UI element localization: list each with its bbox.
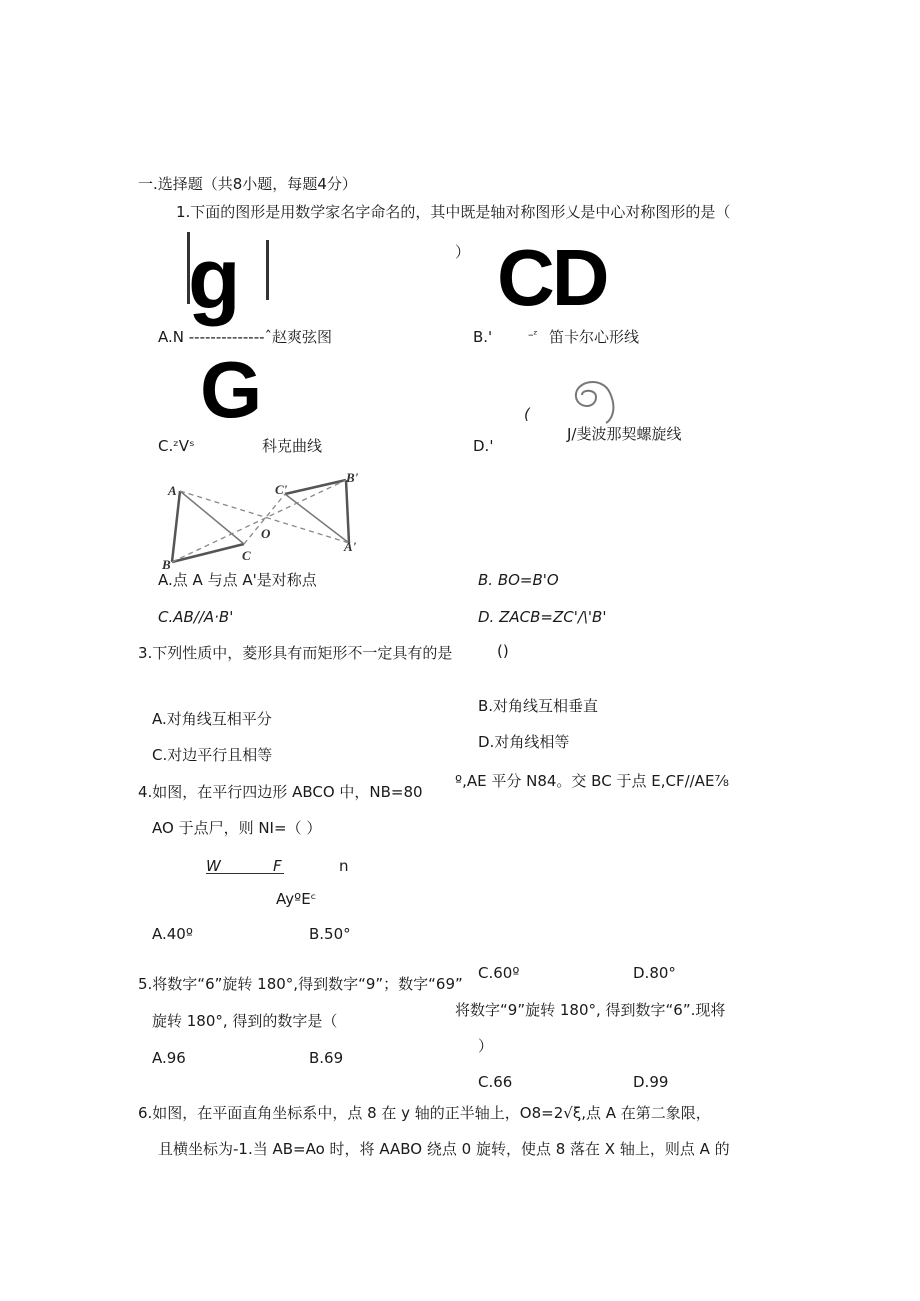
- q5-option-c[interactable]: C.66: [478, 1073, 513, 1091]
- q2-option-c[interactable]: C.AB//A·B': [158, 608, 234, 626]
- q4-figure-bottom-labels: AyºEᶜ: [276, 890, 317, 908]
- q1-option-c[interactable]: C.ᶻVˢ: [158, 437, 195, 455]
- q1-option-a[interactable]: A.N --------------ˆ赵爽弦图: [158, 328, 333, 346]
- q3-option-b[interactable]: B.对角线互相垂直: [478, 697, 599, 715]
- q1-option-b[interactable]: B.': [473, 328, 493, 346]
- q4-figure-label-n: n: [339, 857, 349, 875]
- q6-line1: 6.如图，在平面直角坐标系中，点 8 在 y 轴的正半轴上，O8=2√ξ,点 A 在第二象限，: [138, 1104, 711, 1122]
- q2-label-c: C: [242, 548, 251, 563]
- q1-option-c-label: 科克曲线: [262, 437, 323, 455]
- q2-label-b: B: [162, 557, 171, 572]
- q3-stem: 3.下列性质中，菱形具有而矩形不一定具有的是: [138, 644, 453, 662]
- q2-option-a[interactable]: A.点 A 与点 A'是对称点: [158, 571, 317, 589]
- q1-stem: 1.下面的图形是用数学家名字命名的，其中既是轴对称图形乂是中心对称图形的是（: [176, 203, 731, 221]
- q2-label-o: O: [261, 526, 271, 541]
- q4-option-b[interactable]: B.50°: [309, 925, 351, 943]
- q2-label-a-prime: A': [344, 539, 357, 554]
- q3-option-c[interactable]: C.对边平行且相等: [152, 746, 273, 764]
- q4-option-a[interactable]: A.40º: [152, 925, 193, 943]
- q1-option-d-label: J/斐波那契螺旋线: [567, 425, 682, 443]
- q1-option-d[interactable]: D.': [473, 437, 494, 455]
- q4-option-c[interactable]: C.60º: [478, 964, 520, 982]
- q2-option-d[interactable]: D. ZACB=ZC'/\'B': [478, 608, 607, 626]
- q5-paren-close: ）: [478, 1037, 494, 1055]
- q4-option-d[interactable]: D.80°: [633, 964, 676, 982]
- q5-stem-left: 5.将数字“6”旋转 180°,得到数字“9”；数字“69”: [138, 975, 463, 993]
- q1-figure-d-spiral: [520, 365, 630, 425]
- q3-option-d[interactable]: D.对角线相等: [478, 733, 570, 751]
- q3-paren: (): [497, 642, 509, 660]
- q1-option-b-mark: –ᶻ: [528, 328, 538, 341]
- q2-label-c-prime: C': [275, 482, 288, 497]
- q4-stem-right: º,AE 平分 N84。交 BC 于点 E,CF//AE⅞: [455, 772, 729, 790]
- q1-figure-c-glyph: G: [200, 345, 263, 434]
- q2-figure: [158, 466, 378, 576]
- q5-stem-line2: 旋转 180°, 得到的数字是（: [152, 1012, 338, 1030]
- q1-figure-a-glyph: g: [188, 231, 241, 327]
- q1-option-b-label: 笛卡尔心形线: [549, 328, 640, 346]
- q5-option-d[interactable]: D.99: [633, 1073, 669, 1091]
- q2-label-b-prime: B': [346, 470, 359, 485]
- q5-stem-right: 将数字“9”旋转 180°, 得到数字“6”.现将: [455, 1001, 726, 1019]
- q5-option-a[interactable]: A.96: [152, 1049, 186, 1067]
- q5-option-b[interactable]: B.69: [309, 1049, 344, 1067]
- q6-line2: 且横坐标为-1.当 AB=Ao 时，将 AABO 绕点 0 旋转，使点 8 落在 X 轴上，则点 A 的: [158, 1140, 730, 1158]
- q4-stem-line2: AO 于点尸，则 NI=（ ）: [152, 819, 322, 837]
- q2-option-b[interactable]: B. BO=B'O: [478, 571, 559, 589]
- q4-stem-left: 4.如图，在平行四边形 ABCO 中，NB=80: [138, 783, 423, 801]
- q1-paren-close: ）: [455, 243, 471, 261]
- q1-figure-a-bar-right: [266, 240, 269, 300]
- q4-figure-label-f: F: [273, 857, 282, 875]
- section-title: 一.选择题（共8小题，每题4分）: [138, 175, 357, 193]
- q1-figure-d-mark: (: [524, 405, 530, 423]
- q3-option-a[interactable]: A.对角线互相平分: [152, 710, 272, 728]
- q1-figure-b-glyph: CD: [497, 233, 607, 322]
- q2-label-a: A: [168, 483, 177, 498]
- q4-figure-label-w: W: [206, 857, 221, 875]
